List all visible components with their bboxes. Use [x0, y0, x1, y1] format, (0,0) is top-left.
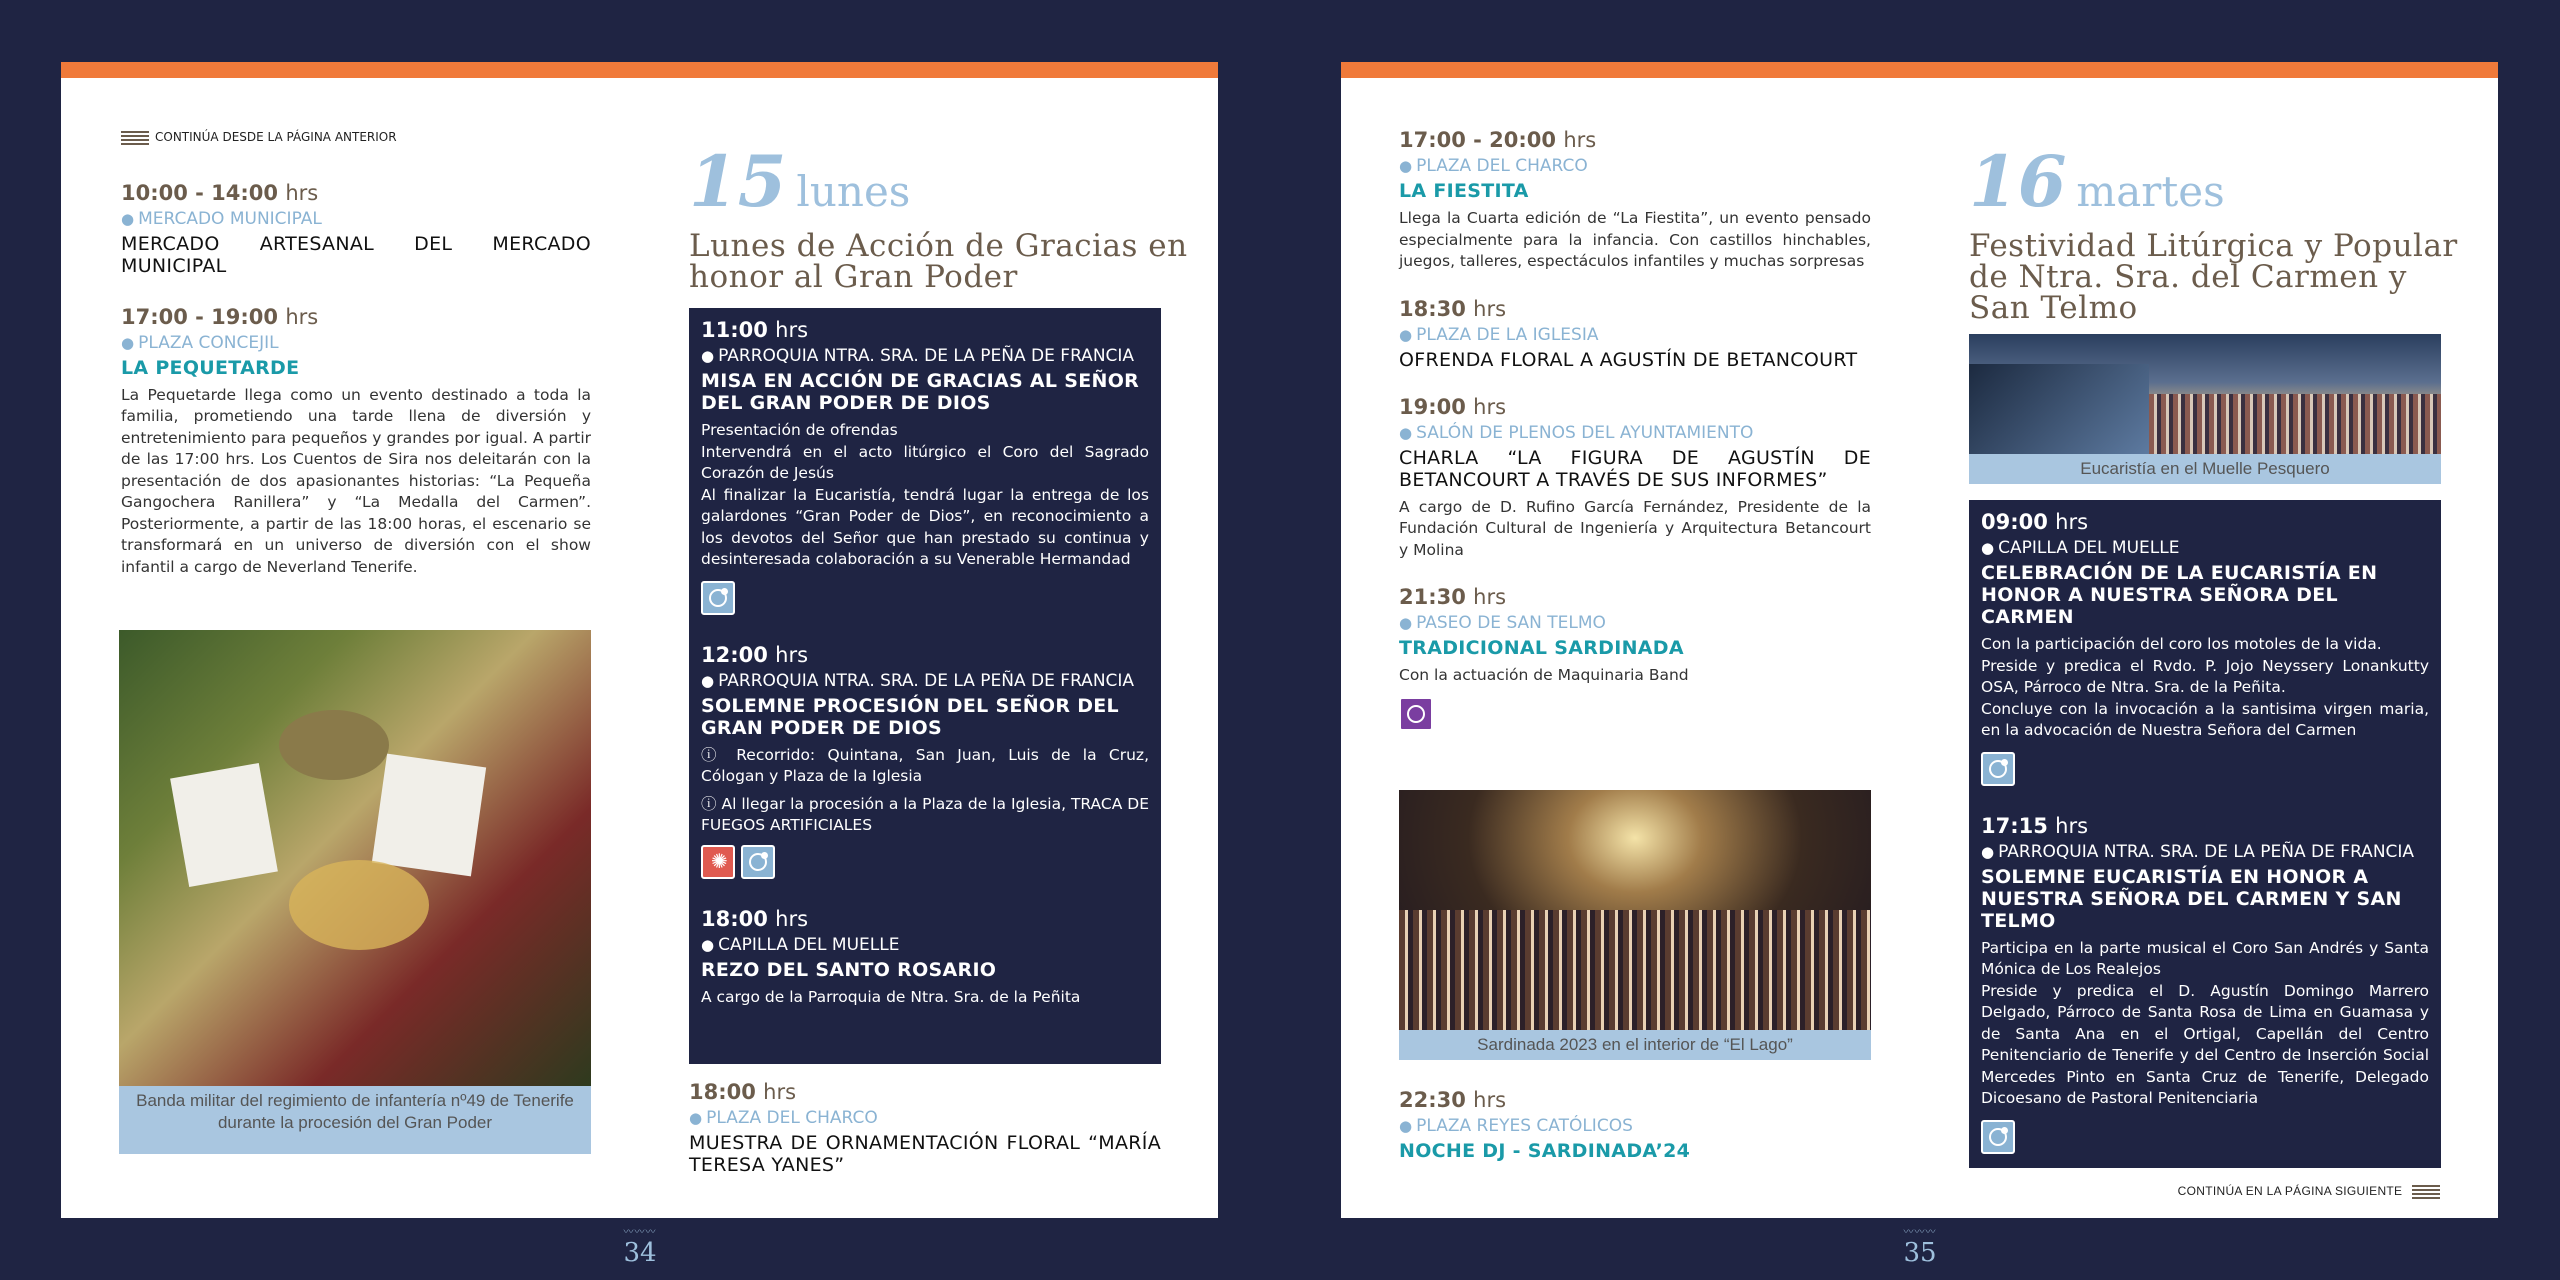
- event-title: REZO DEL SANTO ROSARIO: [701, 958, 997, 981]
- event-location: ● PLAZA DEL CHARCO: [1399, 156, 1588, 176]
- day-name: lunes: [796, 167, 911, 216]
- event-description: La Pequetarde llega como un evento destinado a toda la familia, prometiendo una tarde llena de diversión y entretenimiento para pequeños y grandes por igual. A partir de las 17:00 hrs. Los Cuentos de Sira nos deleitarán con la presentación de dos apasionantes historias: “La Pequeña Gangochera Ranillera” y “La Medalla del Carmen”. Posteriormente, a partir de las 18:00 horas, el escenario se transformará en un universo de diversión con el show infantil a cargo de Neverland Tenerife.: [121, 385, 591, 576]
- event-sardinada: [1399, 585, 1871, 731]
- continued-to: CONTINÚA EN LA PÁGINA SIGUIENTE: [2178, 1184, 2440, 1199]
- page-number-34: 〰〰〰 34: [610, 1228, 670, 1268]
- page-35: [1341, 62, 2498, 1218]
- broadcast-icon: [701, 581, 735, 615]
- event-eucaristia-parroquia: [1981, 814, 2429, 1154]
- location-pin-icon: ●: [121, 333, 135, 352]
- event-title: MUESTRA DE ORNAMENTACIÓN FLORAL “MARÍA TERESA YANES”: [689, 1132, 1161, 1176]
- location-pin-icon: ●: [1399, 423, 1413, 442]
- event-location: ● CAPILLA DEL MUELLE: [701, 934, 900, 955]
- day-number: 15: [689, 140, 787, 223]
- event-time: 18:00 hrs: [689, 1080, 797, 1104]
- event-location: ● PARROQUIA NTRA. SRA. DE LA PEÑA DE FRANCIA: [1981, 841, 2415, 862]
- broadcast-icon: [1981, 1120, 2015, 1154]
- event-charla: [1399, 395, 1871, 562]
- day-number: 16: [1969, 140, 2067, 223]
- event-description: Preside y predica el Rvdo. P. Jojo Neyssery Lonankutty OSA, Párroco de Ntra. Sra. de la Peñita.: [1981, 656, 2429, 696]
- waves-icon: [121, 131, 149, 145]
- event-eucaristia-muelle: [1981, 510, 2429, 786]
- location-pin-icon: ●: [1981, 842, 1995, 861]
- location-pin-icon: ●: [1399, 614, 1413, 632]
- left-column: [121, 130, 651, 606]
- event-ornamentacion: [689, 1080, 1161, 1182]
- event-title: SOLEMNE PROCESIÓN DEL SEÑOR DEL GRAN PODER DE DIOS: [701, 694, 1119, 739]
- event-time: 17:00 - 19:00 hrs: [121, 304, 319, 329]
- event-location: ● PLAZA DE LA IGLESIA: [1399, 324, 1599, 345]
- info-icon: ⓘ: [701, 745, 737, 764]
- event-description: Con la participación del coro los motoles de la vida.: [1981, 635, 2382, 653]
- event-description: ⓘ Al llegar la procesión a la Plaza de la Iglesia, TRACA DE FUEGOS ARTIFICIALES: [701, 794, 1149, 834]
- event-location: ● PARROQUIA NTRA. SRA. DE LA PEÑA DE FRANCIA: [701, 670, 1135, 691]
- event-description: A cargo de D. Rufino García Fernández, Presidente de la Fundación Cultural de Ingeniería y Arquitectura Betancourt y Molina: [1399, 497, 1871, 559]
- location-pin-icon: ●: [1981, 539, 1995, 557]
- event-time: 12:00 hrs: [701, 642, 809, 667]
- event-time: 10:00 - 14:00 hrs: [121, 180, 319, 205]
- event-title: MERCADO ARTESANAL DEL MERCADO MUNICIPAL: [121, 232, 591, 277]
- event-description: Al finalizar la Eucaristía, tendrá lugar la entrega de los galardones “Gran Poder de Dios”, en reconocimiento a los devotos del Señor que han prestado su continua y desinteresada colaboración a su Venerable Hermandad: [701, 485, 1149, 568]
- event-title: CHARLA “LA FIGURA DE AGUSTÍN DE BETANCOURT A TRAVÉS DE SUS INFORMES”: [1399, 446, 1871, 491]
- event-fiestita: [1399, 128, 1871, 273]
- day-subtitle: Lunes de Acción de Gracias en honor al Gran Poder: [689, 228, 1188, 295]
- event-description: Con la actuación de Maquinaria Band: [1399, 666, 1689, 684]
- event-title: LA FIESTITA: [1399, 180, 1529, 202]
- event-location: ● PLAZA REYES CATÓLICOS: [1399, 1116, 1633, 1136]
- event-location: ● PLAZA DEL CHARCO: [689, 1108, 878, 1128]
- event-title: MISA EN ACCIÓN DE GRACIAS AL SEÑOR DEL GRAN PODER DE DIOS: [701, 370, 1140, 414]
- ornament-icon: 〰〰〰: [623, 1227, 657, 1238]
- event-mercado: [121, 181, 651, 277]
- event-description: Intervendrá en el acto litúrgico el Coro del Sagrado Corazón de Jesús: [701, 442, 1149, 482]
- event-time: 17:00 - 20:00 hrs: [1399, 128, 1597, 152]
- event-ofrenda: [1399, 297, 1871, 371]
- orange-top-bar: [1341, 62, 2498, 78]
- location-pin-icon: ●: [701, 347, 715, 365]
- broadcast-icon: [1981, 752, 2015, 786]
- info-icon: ⓘ: [701, 794, 722, 813]
- left-column: [1399, 128, 1871, 759]
- day-name: martes: [2076, 167, 2225, 216]
- event-location: ● CAPILLA DEL MUELLE: [1981, 538, 2180, 558]
- event-title: TRADICIONAL SARDINADA: [1399, 637, 1684, 659]
- music-icon: [1399, 697, 1433, 731]
- event-description: Presentación de ofrendas: [701, 421, 898, 439]
- sardinada-photo: [1399, 790, 1871, 1030]
- photo-caption: Eucaristía en el Muelle Pesquero: [1969, 454, 2441, 484]
- event-title: OFRENDA FLORAL A AGUSTÍN DE BETANCOURT: [1399, 348, 1858, 371]
- events-box: [1969, 500, 2441, 1168]
- event-time: 21:30 hrs: [1399, 585, 1507, 609]
- event-pequetarde: [121, 305, 591, 579]
- event-time: 18:00 hrs: [701, 906, 809, 931]
- event-location: ● MERCADO MUNICIPAL: [121, 208, 322, 229]
- event-title: SOLEMNE EUCARISTÍA EN HONOR A NUESTRA SEÑORA DEL CARMEN Y SAN TELMO: [1981, 865, 2402, 932]
- location-pin-icon: ●: [1399, 325, 1413, 344]
- event-title: NOCHE DJ - SARDINADA’24: [1399, 1140, 1691, 1162]
- event-title: CELEBRACIÓN DE LA EUCARISTÍA EN HONOR A NUESTRA SEÑORA DEL CARMEN: [1981, 562, 2378, 628]
- waves-icon: [2412, 1185, 2440, 1199]
- events-box: [689, 308, 1161, 1064]
- ornament-icon: 〰〰〰: [1903, 1227, 1937, 1238]
- event-title: LA PEQUETARDE: [121, 356, 300, 379]
- photo-caption: Banda militar del regimiento de infantería nº49 de Tenerife durante la procesión del Gran Poder: [119, 1086, 591, 1154]
- location-pin-icon: ●: [701, 671, 715, 690]
- event-procesion: [701, 643, 1149, 879]
- event-time: 11:00 hrs: [701, 318, 809, 342]
- event-location: ● PASEO DE SAN TELMO: [1399, 613, 1606, 633]
- broadcast-icon: [741, 845, 775, 879]
- location-pin-icon: ●: [701, 935, 715, 954]
- photo-caption: Sardinada 2023 en el interior de “El Lago”: [1399, 1030, 1871, 1060]
- event-location: ● SALÓN DE PLENOS DEL AYUNTAMIENTO: [1399, 422, 1754, 443]
- event-description: Preside y predica el D. Agustín Domingo Marrero Delgado, Párroco de Santa Rosa de Lima en Guamasa y de Santa Ana en el Ortigal, Capellán del Centro Penitenciario de Tenerife y del Centro de Inserción Social Mercedes Pinto en Santa Cruz de Tenerife, Delegado Dicoesano de Pastoral Penitenciaria: [1981, 981, 2429, 1107]
- event-location: ● PLAZA CONCEJIL: [121, 332, 279, 353]
- location-pin-icon: ●: [1399, 1117, 1413, 1135]
- location-pin-icon: ●: [689, 1109, 703, 1127]
- event-time: 09:00 hrs: [1981, 510, 2089, 534]
- page-number-35: 〰〰〰 35: [1890, 1228, 1950, 1268]
- continued-from: CONTINÚA DESDE LA PÁGINA ANTERIOR: [121, 130, 651, 145]
- military-band-photo: [119, 630, 591, 1086]
- event-time: 17:15 hrs: [1981, 813, 2089, 838]
- event-time: 22:30 hrs: [1399, 1088, 1507, 1112]
- day-heading: [689, 140, 1199, 293]
- event-rosario: [701, 907, 1149, 1009]
- location-pin-icon: ●: [1399, 157, 1413, 175]
- event-description: Participa en la parte musical el Coro San Andrés y Santa Mónica de Los Realejos: [1981, 938, 2429, 978]
- day-subtitle: Festividad Litúrgica y Popular de Ntra. Sra. del Carmen y San Telmo: [1969, 228, 2458, 326]
- muelle-photo: [1969, 334, 2441, 454]
- event-time: 18:30 hrs: [1399, 296, 1507, 321]
- day-heading: [1969, 140, 2459, 324]
- event-description: A cargo de la Parroquia de Ntra. Sra. de la Peñita: [701, 987, 1081, 1006]
- event-description: Llega la Cuarta edición de “La Fiestita”, un evento pensado especialmente para la infancia. Con castillos hinchables, juegos, talleres, espectáculos infantiles y muchas sorpresas: [1399, 209, 1871, 270]
- event-time: 19:00 hrs: [1399, 394, 1507, 419]
- event-description: ⓘ Recorrido: Quintana, San Juan, Luis de la Cruz, Cólogan y Plaza de la Iglesia: [701, 745, 1149, 785]
- event-misa: [701, 318, 1149, 615]
- event-noche-dj: [1399, 1088, 1871, 1168]
- event-location: ● PARROQUIA NTRA. SRA. DE LA PEÑA DE FRANCIA: [701, 346, 1135, 366]
- location-pin-icon: ●: [121, 209, 135, 228]
- page-34: [61, 62, 1218, 1218]
- fireworks-icon: ✺: [701, 845, 735, 879]
- orange-top-bar: [61, 62, 1218, 78]
- event-description: Concluye con la invocación a la santisima virgen maria, en la advocación de Nuestra Señora del Carmen: [1981, 699, 2429, 739]
